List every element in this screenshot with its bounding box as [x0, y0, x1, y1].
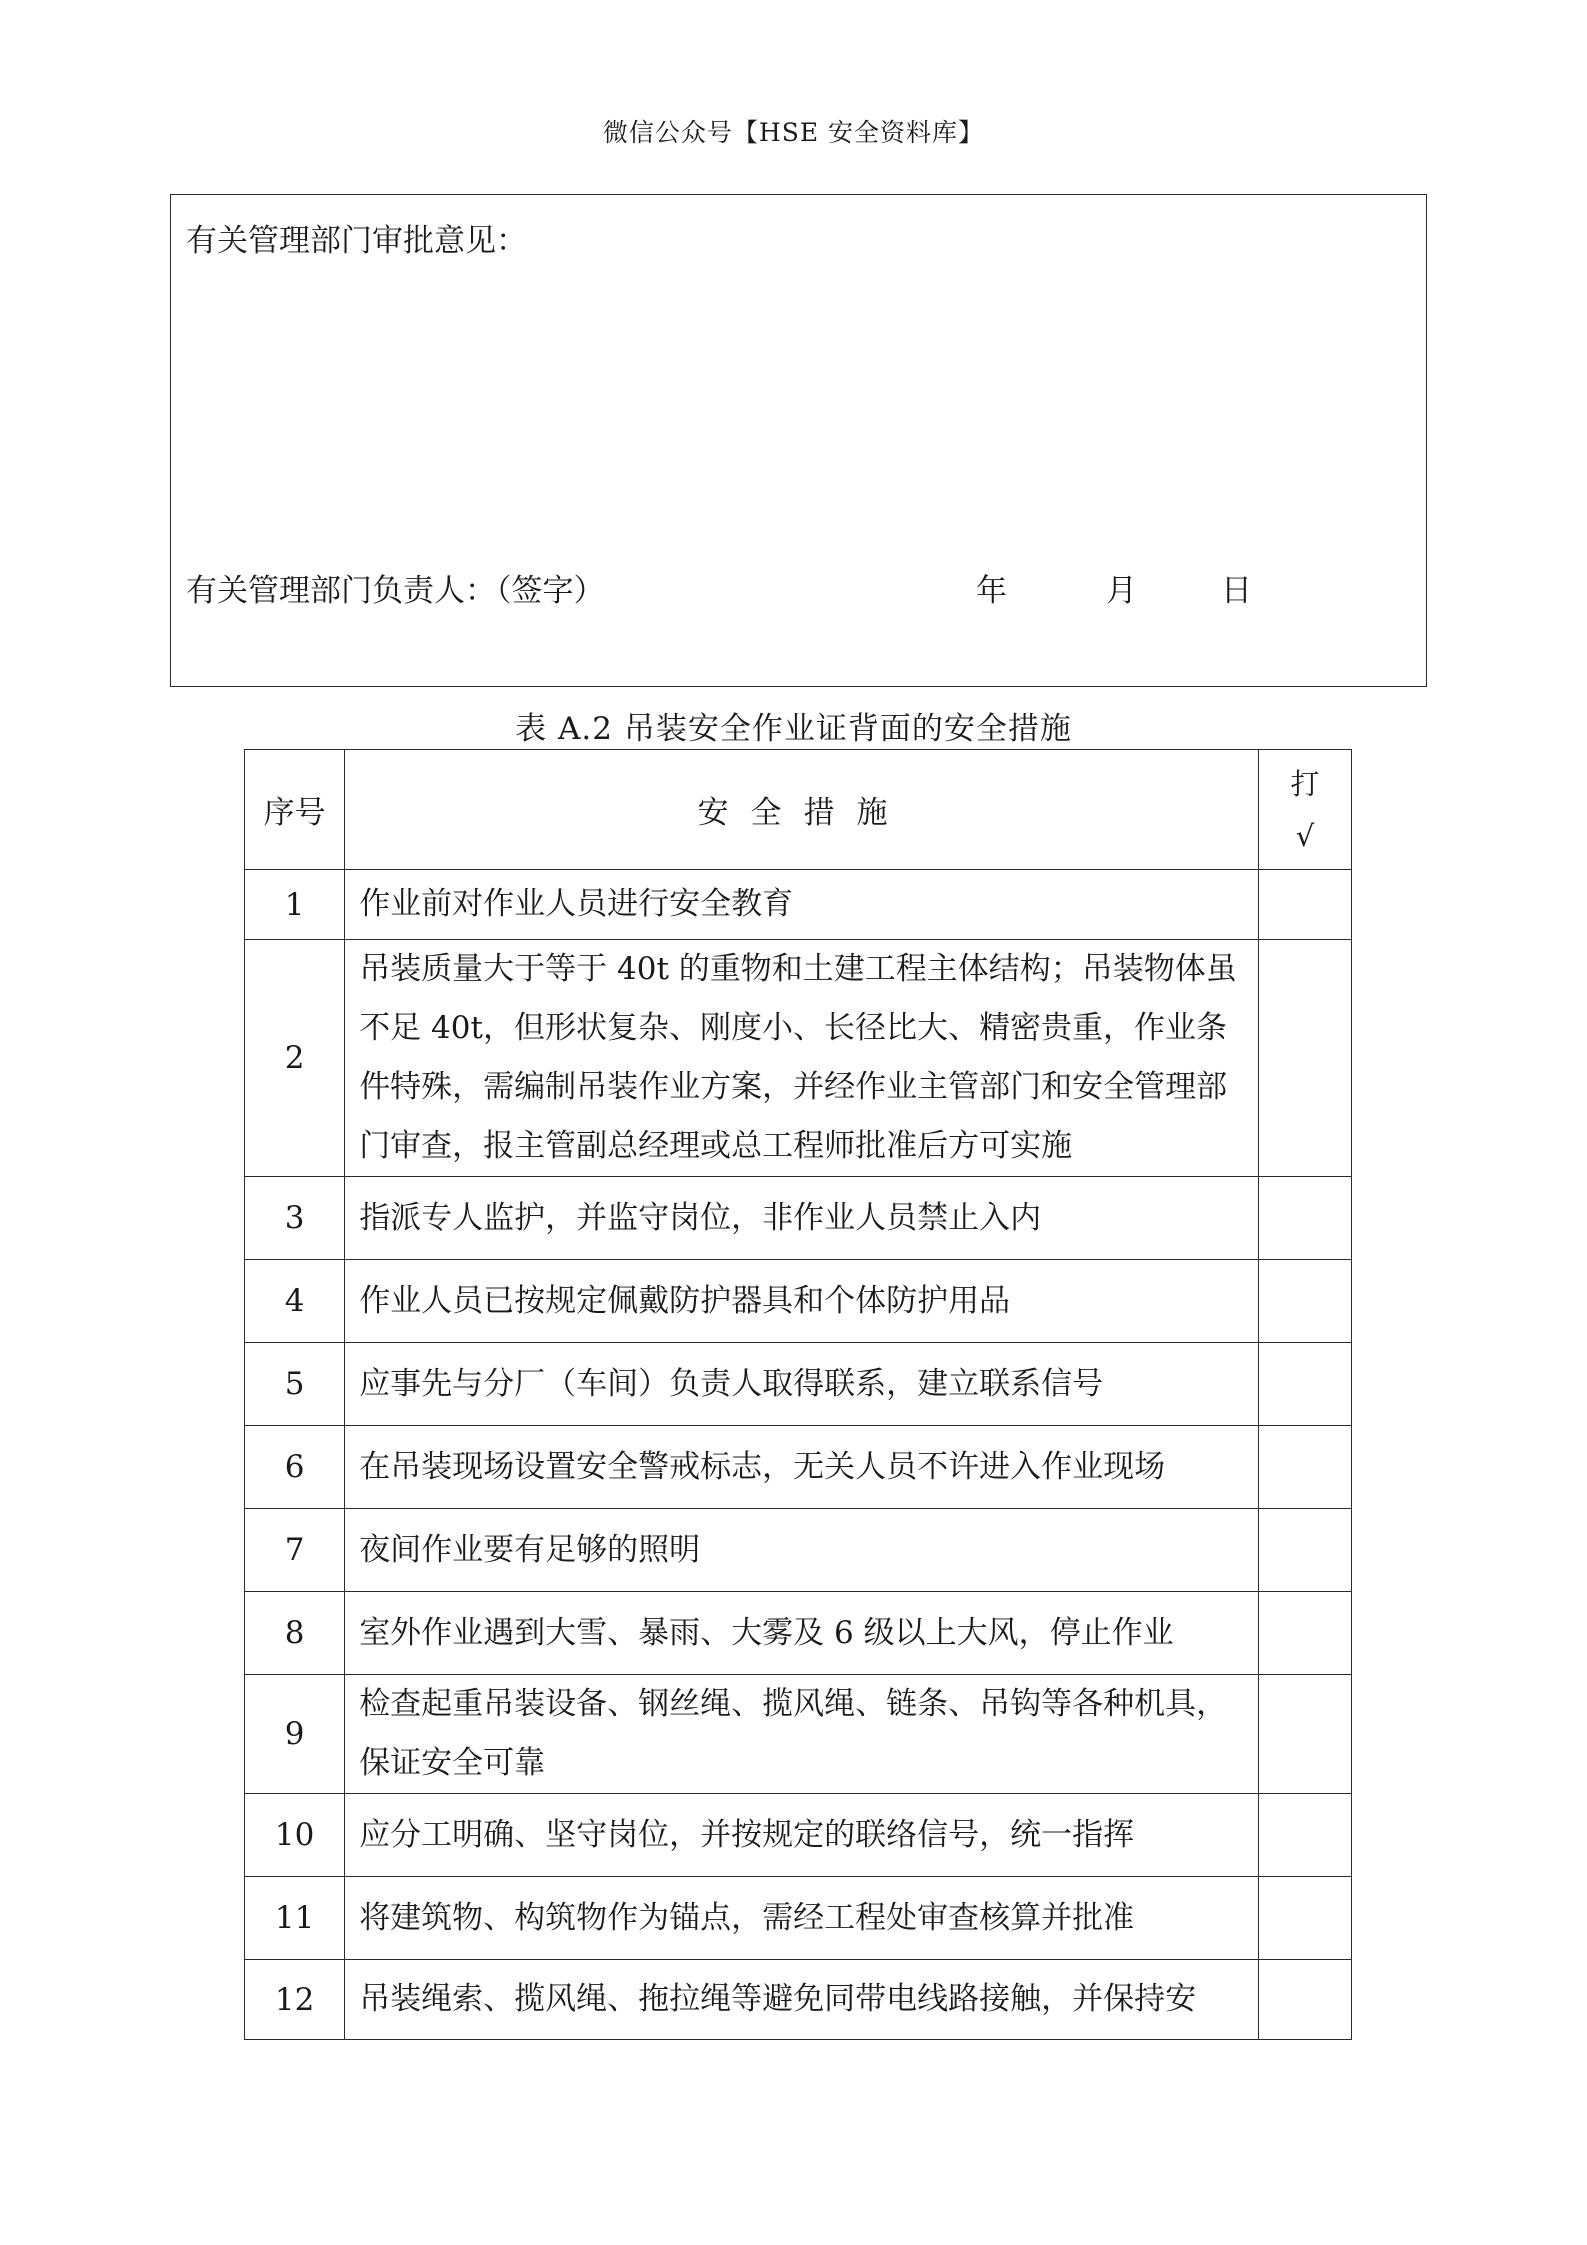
- date-year-label: 年: [976, 573, 1007, 609]
- date-month-label: 月: [1106, 573, 1137, 609]
- header-no: 序号: [245, 750, 345, 870]
- row-number: 8: [245, 1592, 345, 1675]
- row-measure: 夜间作业要有足够的照明: [345, 1509, 1259, 1592]
- row-measure: 检查起重吊装设备、钢丝绳、揽风绳、链条、吊钩等各种机具，保证安全可靠: [345, 1675, 1259, 1794]
- row-number: 2: [245, 940, 345, 1177]
- table-row: [245, 1960, 1352, 2040]
- header-check-bottom: √: [1295, 818, 1315, 853]
- approval-box: [170, 194, 1427, 687]
- table-header-row: [245, 750, 1352, 870]
- table-body: [245, 870, 1352, 2040]
- header-measure: 安全措施: [345, 750, 1259, 870]
- row-check-cell[interactable]: [1258, 1960, 1351, 2040]
- table-row: [245, 1877, 1352, 1960]
- row-check-cell[interactable]: [1258, 940, 1351, 1177]
- row-number: 10: [245, 1794, 345, 1877]
- header-check-top: 打: [1290, 766, 1320, 801]
- table-row: [245, 1426, 1352, 1509]
- table-caption: 表 A.2 吊装安全作业证背面的安全措施: [515, 711, 1072, 747]
- row-check-cell[interactable]: [1258, 1426, 1351, 1509]
- row-check-cell[interactable]: [1258, 1177, 1351, 1260]
- row-number: 6: [245, 1426, 345, 1509]
- row-check-cell[interactable]: [1258, 1343, 1351, 1426]
- table-row: [245, 1177, 1352, 1260]
- row-number: 9: [245, 1675, 345, 1794]
- table-row: [245, 1509, 1352, 1592]
- row-measure: 作业前对作业人员进行安全教育: [345, 870, 1259, 940]
- row-measure: 在吊装现场设置安全警戒标志，无关人员不许进入作业现场: [345, 1426, 1259, 1509]
- row-number: 7: [245, 1509, 345, 1592]
- row-number: 12: [245, 1960, 345, 2040]
- row-measure: 指派专人监护，并监守岗位，非作业人员禁止入内: [345, 1177, 1259, 1260]
- row-check-cell[interactable]: [1258, 1592, 1351, 1675]
- row-measure: 室外作业遇到大雪、暴雨、大雾及 6 级以上大风，停止作业: [345, 1592, 1259, 1675]
- header-check: [1258, 750, 1351, 870]
- row-check-cell[interactable]: [1258, 1675, 1351, 1794]
- table-row: [245, 1675, 1352, 1794]
- row-measure: 吊装质量大于等于 40t 的重物和土建工程主体结构；吊装物体虽不足 40t，但形状复杂、刚度小、长径比大、精密贵重，作业条件特殊，需编制吊装作业方案，并经作业主管部门和安全管理部门审查，报主管副总经理或总工程师批准后方可实施: [345, 940, 1259, 1177]
- table-row: [245, 1260, 1352, 1343]
- row-number: 11: [245, 1877, 345, 1960]
- safety-measures-table: [244, 749, 1352, 2040]
- row-check-cell[interactable]: [1258, 1877, 1351, 1960]
- row-number: 4: [245, 1260, 345, 1343]
- table-row: [245, 1794, 1352, 1877]
- approval-signature-label: 有关管理部门负责人：（签字）: [186, 573, 605, 609]
- page-header-source: 微信公众号【HSE 安全资料库】: [602, 118, 985, 147]
- table-row: [245, 940, 1352, 1177]
- table-row: [245, 870, 1352, 940]
- row-number: 5: [245, 1343, 345, 1426]
- table-row: [245, 1343, 1352, 1426]
- approval-label: 有关管理部门审批意见：: [186, 223, 527, 259]
- row-measure: 将建筑物、构筑物作为锚点，需经工程处审查核算并批准: [345, 1877, 1259, 1960]
- row-check-cell[interactable]: [1258, 1509, 1351, 1592]
- row-measure: 应分工明确、坚守岗位，并按规定的联络信号，统一指挥: [345, 1794, 1259, 1877]
- date-day-label: 日: [1221, 573, 1252, 609]
- row-number: 1: [245, 870, 345, 940]
- row-check-cell[interactable]: [1258, 870, 1351, 940]
- row-check-cell[interactable]: [1258, 1260, 1351, 1343]
- row-number: 3: [245, 1177, 345, 1260]
- row-measure: 应事先与分厂（车间）负责人取得联系，建立联系信号: [345, 1343, 1259, 1426]
- row-check-cell[interactable]: [1258, 1794, 1351, 1877]
- table-row: [245, 1592, 1352, 1675]
- row-measure: 吊装绳索、揽风绳、拖拉绳等避免同带电线路接触，并保持安: [345, 1960, 1259, 2040]
- row-measure: 作业人员已按规定佩戴防护器具和个体防护用品: [345, 1260, 1259, 1343]
